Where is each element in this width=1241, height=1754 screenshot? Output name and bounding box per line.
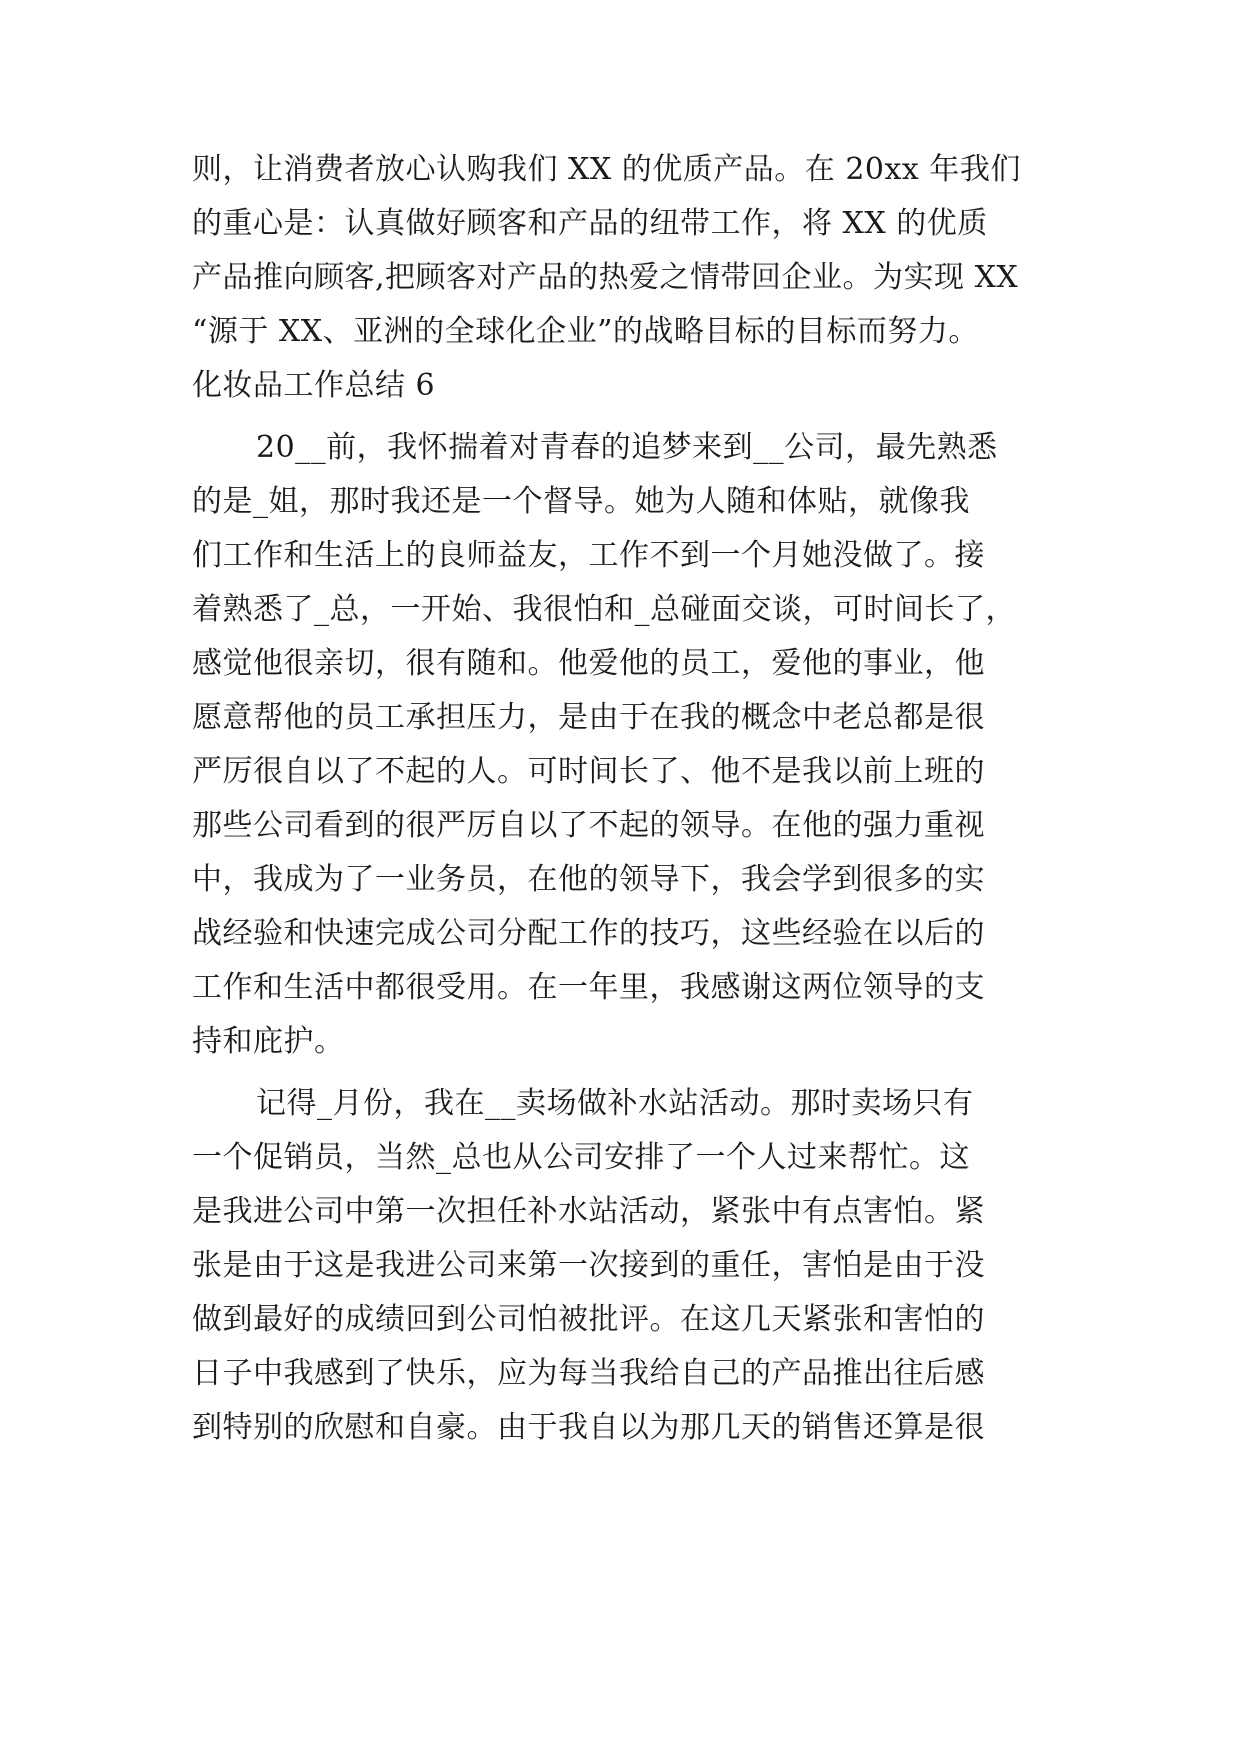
paragraph-first-line: 20__前，我怀揣着对青春的追梦来到__公司，最先熟悉: [256, 430, 998, 465]
text-line: 做到最好的成绩回到公司怕被批评。在这几天紧张和害怕的: [192, 1302, 985, 1337]
text-line: 愿意帮他的员工承担压力，是由于在我的概念中老总都是很: [192, 700, 985, 735]
text-line: 那些公司看到的很严厉自以了不起的领导。在他的强力重视: [192, 808, 985, 843]
text-line: 的重心是：认真做好顾客和产品的纽带工作，将 XX 的优质: [192, 206, 988, 241]
text-line: 们工作和生活上的良师益友，工作不到一个月她没做了。接: [192, 538, 985, 573]
text-line: 工作和生活中都很受用。在一年里，我感谢这两位领导的支: [192, 970, 985, 1005]
text-line: 中，我成为了一业务员，在他的领导下，我会学到很多的实: [192, 862, 985, 897]
text-line: “源于 XX、亚洲的全球化企业”的战略目标的目标而努力。: [192, 314, 979, 349]
text-line: 则，让消费者放心认购我们 XX 的优质产品。在 20xx 年我们: [192, 152, 1021, 187]
text-line: 产品推向顾客,把顾客对产品的热爱之情带回企业。为实现 XX: [192, 260, 1019, 295]
text-line: 的是_姐，那时我还是一个督导。她为人随和体贴，就像我: [192, 484, 970, 519]
text-line: 感觉他很亲切，很有随和。他爱他的员工，爱他的事业，他: [192, 646, 985, 681]
paragraph-first-line: 记得_月份，我在__卖场做补水站活动。那时卖场只有: [256, 1086, 974, 1121]
text-line: 到特别的欣慰和自豪。由于我自以为那几天的销售还算是很: [192, 1410, 985, 1445]
text-line: 一个促销员，当然_总也从公司安排了一个人过来帮忙。这: [192, 1140, 970, 1175]
text-line: 持和庇护。: [192, 1024, 345, 1059]
text-line: 日子中我感到了快乐，应为每当我给自己的产品推出往后感: [192, 1356, 985, 1391]
text-line: 战经验和快速完成公司分配工作的技巧，这些经验在以后的: [192, 916, 985, 951]
text-line: 严厉很自以了不起的人。可时间长了、他不是我以前上班的: [192, 754, 985, 789]
text-line: 着熟悉了_总，一开始、我很怕和_总碰面交谈，可时间长了，: [192, 592, 1016, 627]
text-line: 张是由于这是我进公司来第一次接到的重任，害怕是由于没: [192, 1248, 985, 1283]
text-line: 是我进公司中第一次担任补水站活动，紧张中有点害怕。紧: [192, 1194, 985, 1229]
section-heading: 化妆品工作总结 6: [192, 368, 436, 403]
